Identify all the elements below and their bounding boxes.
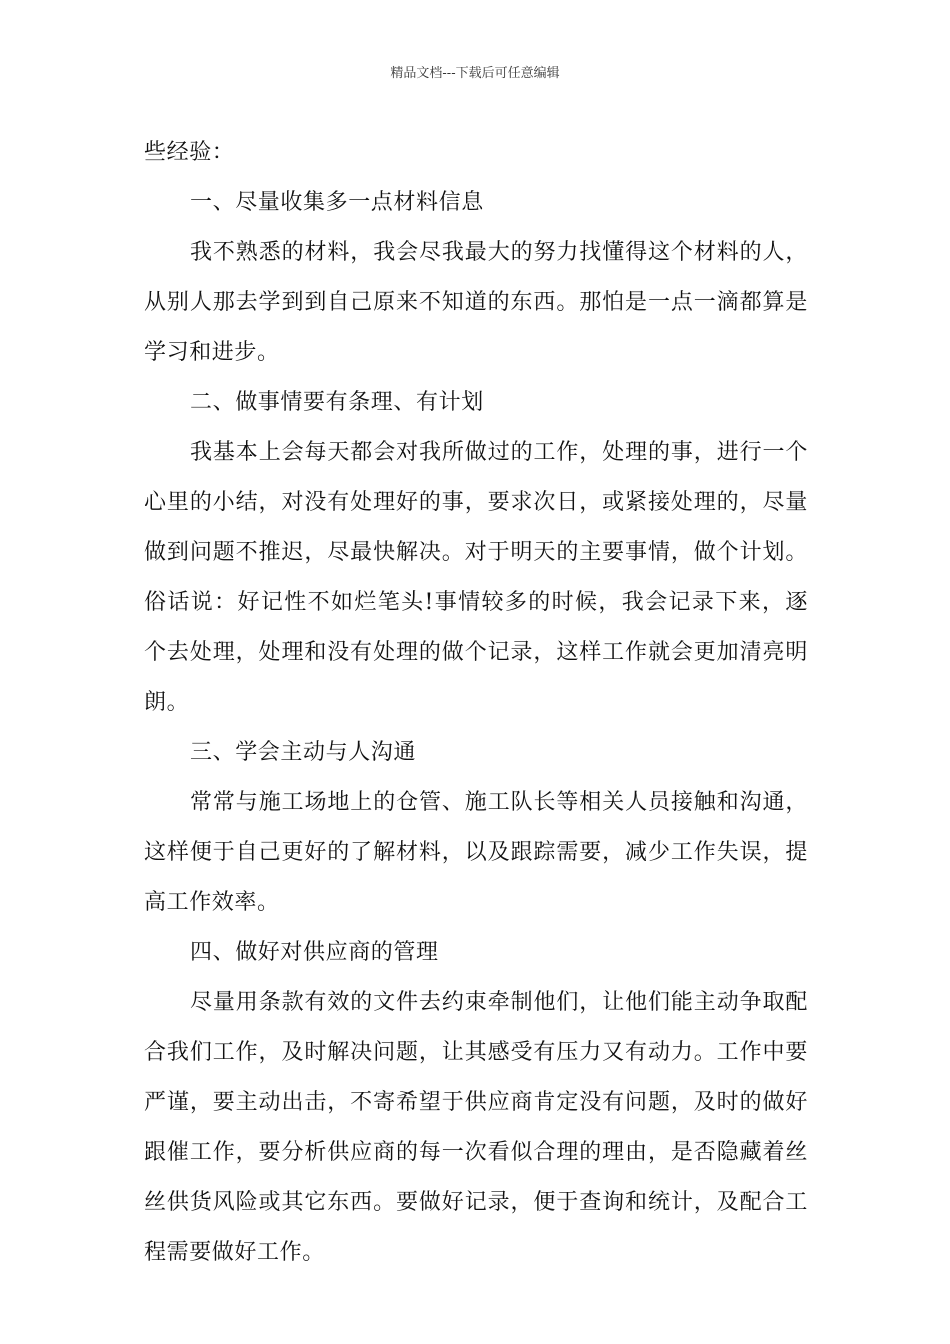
section-heading-4: 四、做好对供应商的管理 — [190, 940, 439, 965]
document-body — [144, 128, 808, 1278]
section-heading-3: 三、学会主动与人沟通 — [190, 740, 417, 765]
paragraph-continuation: 些经验： — [144, 140, 235, 165]
paragraph-section-4: 尽量用条款有效的文件去约束牵制他们，让他们能主动争取配合我们工作，及时解决问题，让其感受有压力又有动力。工作中要严谨，要主动出击，不寄希望于供应商肯定没有问题，及时的做好跟催工作，要分析供应商的每一次看似合理的理由，是否隐藏着丝丝供货风险或其它东西。要做好记录，便于查询和统计，及配合工程需要做好工作。 — [144, 990, 808, 1265]
section-heading-1: 一、尽量收集多一点材料信息 — [190, 190, 484, 215]
section-heading-2: 二、做事情要有条理、有计划 — [190, 390, 484, 415]
paragraph-section-2: 我基本上会每天都会对我所做过的工作，处理的事，进行一个心里的小结，对没有处理好的事，要求次日，或紧接处理的，尽量做到问题不推迟，尽最快解决。对于明天的主要事情，做个计划。俗话说：好记性不如烂笔头!事情较多的时候，我会记录下来，逐个去处理，处理和没有处理的做个记录，这样工作就会更加清亮明朗。 — [144, 440, 808, 715]
paragraph-section-3: 常常与施工场地上的仓管、施工队长等相关人员接触和沟通，这样便于自己更好的了解材料，以及跟踪需要，减少工作失误，提高工作效率。 — [144, 790, 808, 915]
page-header: 精品文档---下载后可任意编辑 — [390, 66, 560, 81]
paragraph-section-1: 我不熟悉的材料，我会尽我最大的努力找懂得这个材料的人，从别人那去学到到自己原来不知道的东西。那怕是一点一滴都算是学习和进步。 — [144, 240, 808, 365]
